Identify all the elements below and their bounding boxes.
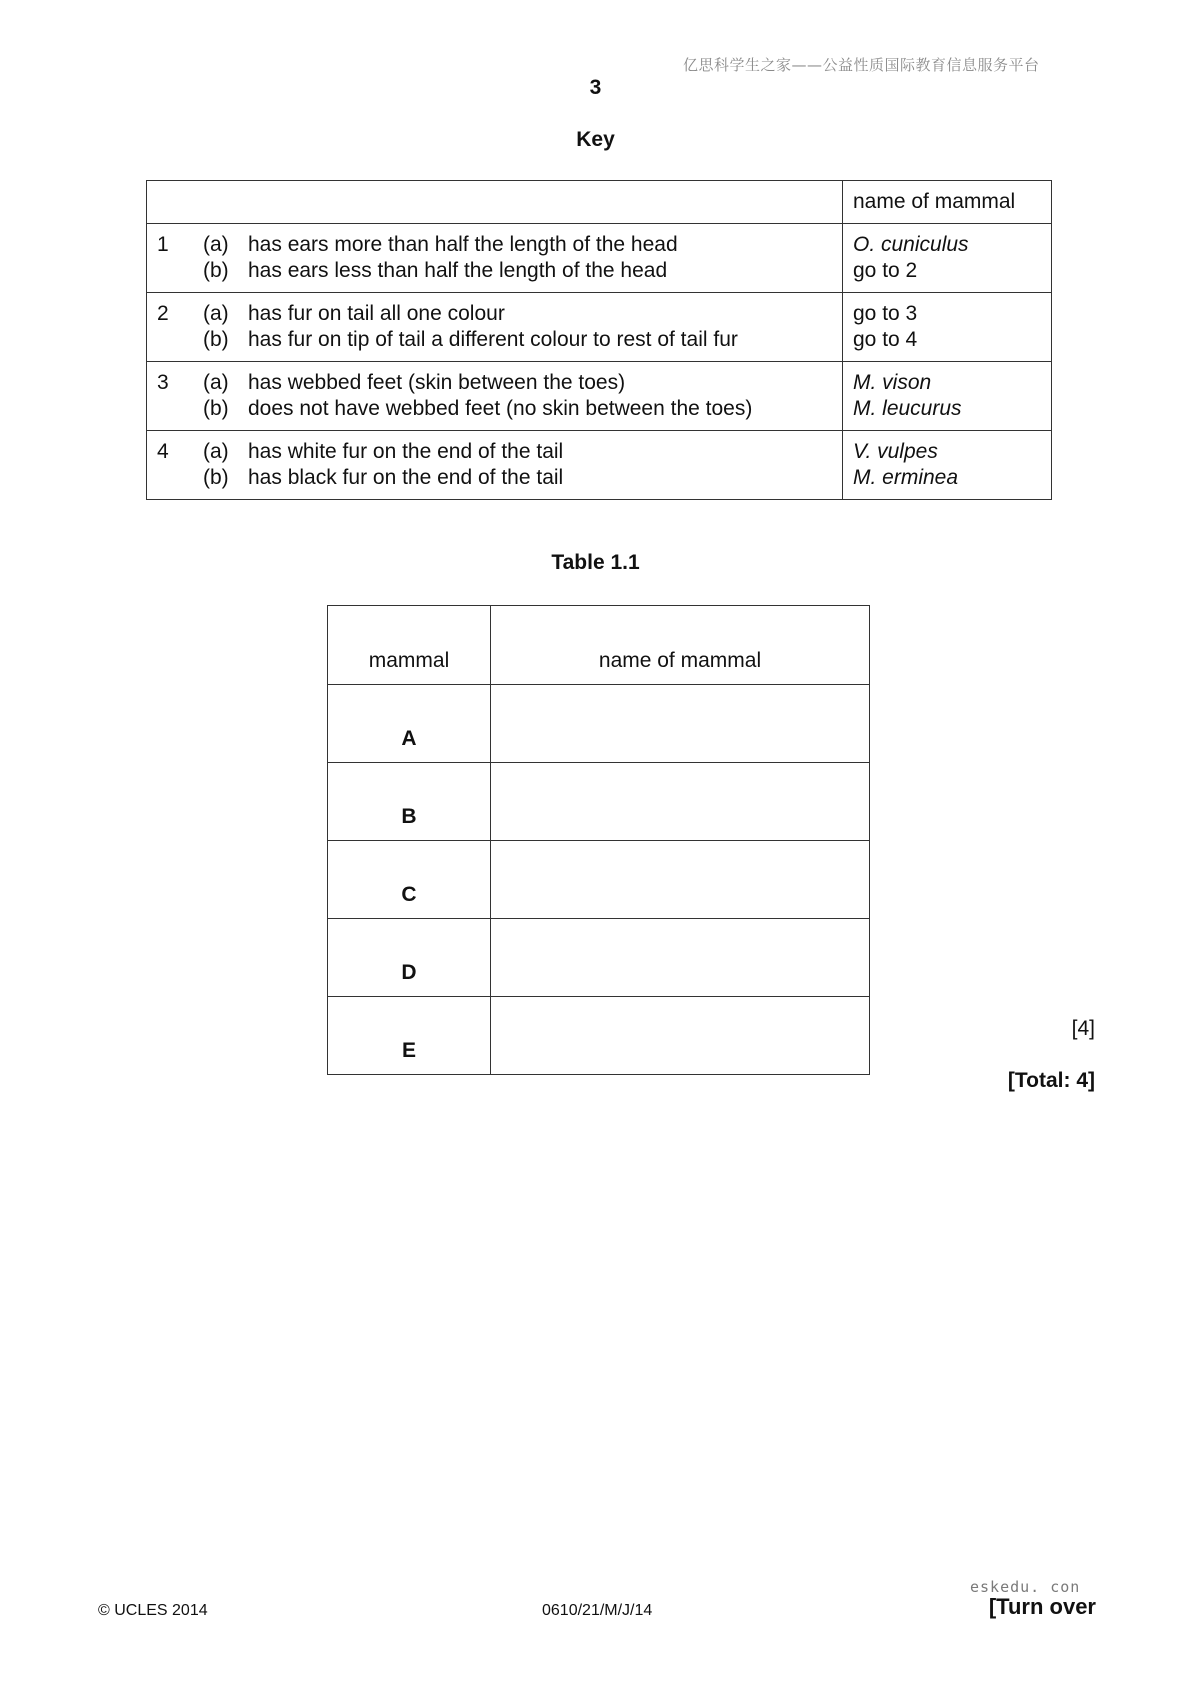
key-statements <box>147 362 843 431</box>
answer-field[interactable] <box>491 841 870 919</box>
option-label: (a) <box>203 440 229 463</box>
key-row <box>147 224 1052 293</box>
key-statements <box>147 431 843 500</box>
option-text: has ears more than half the length of the head <box>248 233 678 256</box>
option-text: has fur on tail all one colour <box>248 302 505 325</box>
answer-row <box>328 763 870 841</box>
watermark-footer: eskedu. con <box>970 1578 1081 1596</box>
go-to-instruction: go to 3 <box>853 302 918 325</box>
turn-over: [Turn over <box>988 1594 1096 1619</box>
key-header-blank <box>147 181 843 224</box>
key-row-number: 1 <box>157 233 169 256</box>
answer-table <box>327 605 870 1075</box>
mammal-label: D <box>328 919 491 997</box>
key-outcomes <box>843 431 1052 500</box>
mammal-label: B <box>328 763 491 841</box>
option-text: has white fur on the end of the tail <box>248 440 564 463</box>
total-marks: [Total: 4] <box>1007 1069 1095 1092</box>
key-row-number: 4 <box>157 440 169 463</box>
key-statements <box>147 293 843 362</box>
key-outcomes <box>843 224 1052 293</box>
key-header-name: name of mammal <box>843 181 1052 224</box>
paper-code: 0610/21/M/J/14 <box>542 1602 653 1619</box>
species-name: M. erminea <box>853 466 959 489</box>
answer-row <box>328 841 870 919</box>
species-name: M. leucurus <box>853 397 962 420</box>
species-name: M. vison <box>853 371 932 394</box>
answer-header-mammal: mammal <box>328 606 491 685</box>
key-row-number: 2 <box>157 302 169 325</box>
key-row <box>147 431 1052 500</box>
option-label: (b) <box>203 328 229 351</box>
answer-header-name: name of mammal <box>491 606 870 685</box>
watermark-header: 亿思科学生之家——公益性质国际教育信息服务平台 <box>683 56 1040 74</box>
species-name: O. cuniculus <box>853 233 969 256</box>
answer-row <box>328 997 870 1075</box>
dichotomous-key-table <box>146 180 1052 500</box>
key-header-row <box>147 181 1052 224</box>
option-label: (b) <box>203 259 229 282</box>
species-name: V. vulpes <box>853 440 938 463</box>
answer-row <box>328 685 870 763</box>
option-text: has ears less than half the length of the head <box>248 259 668 282</box>
answer-field[interactable] <box>491 919 870 997</box>
go-to-instruction: go to 4 <box>853 328 918 351</box>
option-label: (b) <box>203 397 229 420</box>
answer-field[interactable] <box>491 685 870 763</box>
answer-field[interactable] <box>491 997 870 1075</box>
option-text: does not have webbed feet (no skin between the toes) <box>248 397 753 420</box>
key-outcomes <box>843 362 1052 431</box>
mammal-label: E <box>328 997 491 1075</box>
table-caption: Table 1.1 <box>551 551 640 574</box>
marks-indicator: [4] <box>1071 1017 1095 1040</box>
key-row <box>147 293 1052 362</box>
option-label: (a) <box>203 371 229 394</box>
option-label: (a) <box>203 302 229 325</box>
copyright: © UCLES 2014 <box>98 1602 208 1619</box>
mammal-label: C <box>328 841 491 919</box>
go-to-instruction: go to 2 <box>853 259 918 282</box>
option-text: has webbed feet (skin between the toes) <box>248 371 626 394</box>
page-number: 3 <box>589 76 602 99</box>
key-row <box>147 362 1052 431</box>
mammal-label: A <box>328 685 491 763</box>
key-row-number: 3 <box>157 371 169 394</box>
answer-field[interactable] <box>491 763 870 841</box>
option-text: has fur on tip of tail a different colour to rest of tail fur <box>248 328 738 351</box>
option-text: has black fur on the end of the tail <box>248 466 564 489</box>
option-label: (a) <box>203 233 229 256</box>
key-statements <box>147 224 843 293</box>
answer-header-row <box>328 606 870 685</box>
key-title: Key <box>576 128 615 151</box>
answer-row <box>328 919 870 997</box>
key-outcomes <box>843 293 1052 362</box>
option-label: (b) <box>203 466 229 489</box>
